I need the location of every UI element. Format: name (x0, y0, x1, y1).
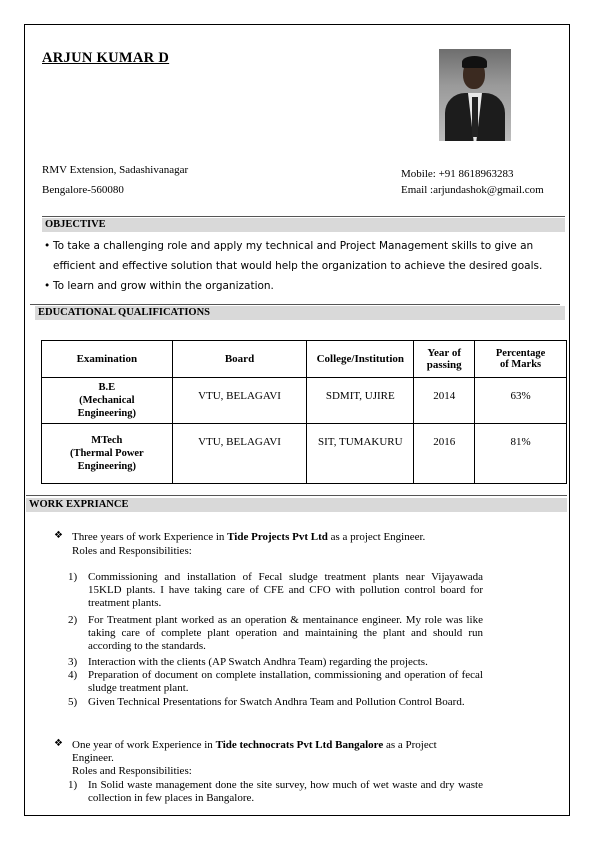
exam-cell: B.E (Mechanical Engineering) (42, 378, 173, 424)
mobile-number: Mobile: +91 8618963283 (401, 168, 514, 180)
education-table (41, 340, 567, 484)
email-address: Email :arjundashok@gmail.com (401, 184, 544, 196)
board-cell: VTU, BELAGAVI (172, 424, 307, 484)
objective-top-rule (42, 216, 565, 217)
table-row (42, 424, 567, 484)
year-cell: 2014 (414, 378, 475, 424)
board-cell: VTU, BELAGAVI (172, 378, 307, 424)
education-heading: EDUCATIONAL QUALIFICATIONS (35, 306, 565, 320)
job-2-roles-label: Roles and Responsibilities: (72, 765, 192, 777)
col-board: Board (172, 341, 307, 378)
col-year: Year of passing (414, 341, 475, 378)
objective-heading: OBJECTIVE (42, 218, 565, 232)
list-item: 2) For Treatment plant worked as an operation & mentainance engineer. My role was like taking care of complete plant operation and maintaining the plant and should run according to the standards. (68, 614, 483, 652)
work-heading: WORK EXPRIANCE (26, 498, 567, 512)
college-cell: SIT, TUMAKURU (307, 424, 414, 484)
address-line-2: Bengalore-560080 (42, 184, 124, 196)
diamond-bullet-icon: ❖ (54, 530, 63, 541)
percentage-cell: 63% (475, 378, 567, 424)
work-top-rule (26, 495, 567, 496)
list-item: 1) In Solid waste management done the site survey, how much of wet waste and dry waste collection in few places in Bangalore. (68, 779, 483, 804)
col-examination: Examination (42, 341, 173, 378)
job-1-summary: Three years of work Experience in Tide Projects Pvt Ltd as a project Engineer. (72, 531, 426, 543)
table-row (42, 378, 567, 424)
job-2-summary: One year of work Experience in Tide technocrats Pvt Ltd Bangalore as a Project (72, 739, 437, 751)
candidate-name: ARJUN KUMAR D (42, 50, 170, 66)
job-1-roles-label: Roles and Responsibilities: (72, 545, 192, 557)
college-cell: SDMIT, UJIRE (307, 378, 414, 424)
address-line-1: RMV Extension, Sadashivanagar (42, 164, 189, 176)
exam-cell: MTech (Thermal Power Engineering) (42, 424, 173, 484)
year-cell: 2016 (414, 424, 475, 484)
list-item: 1) Commissioning and installation of Fecal sludge treatment plants near Vijayawada 15KLD plants. I have taking care of CFE and CFO with pollution control board for treatment plants. (68, 571, 483, 609)
list-item: 4) Preparation of document on complete installation, commissioning and operation of fecal sludge treatment plant. (68, 669, 483, 694)
education-header-row (42, 341, 567, 378)
percentage-cell: 81% (475, 424, 567, 484)
diamond-bullet-icon: ❖ (54, 738, 63, 749)
col-percentage: Percentage of Marks (475, 341, 567, 378)
education-top-rule (30, 304, 560, 305)
profile-photo (439, 49, 511, 141)
job-2-summary-cont: Engineer. (72, 752, 114, 764)
col-college: College/Institution (307, 341, 414, 378)
list-item: 3) Interaction with the clients (AP Swatch Andhra Team) regarding the projects. (68, 656, 428, 668)
list-item: 5) Given Technical Presentations for Swatch Andhra Team and Pollution Control Board. (68, 696, 465, 708)
